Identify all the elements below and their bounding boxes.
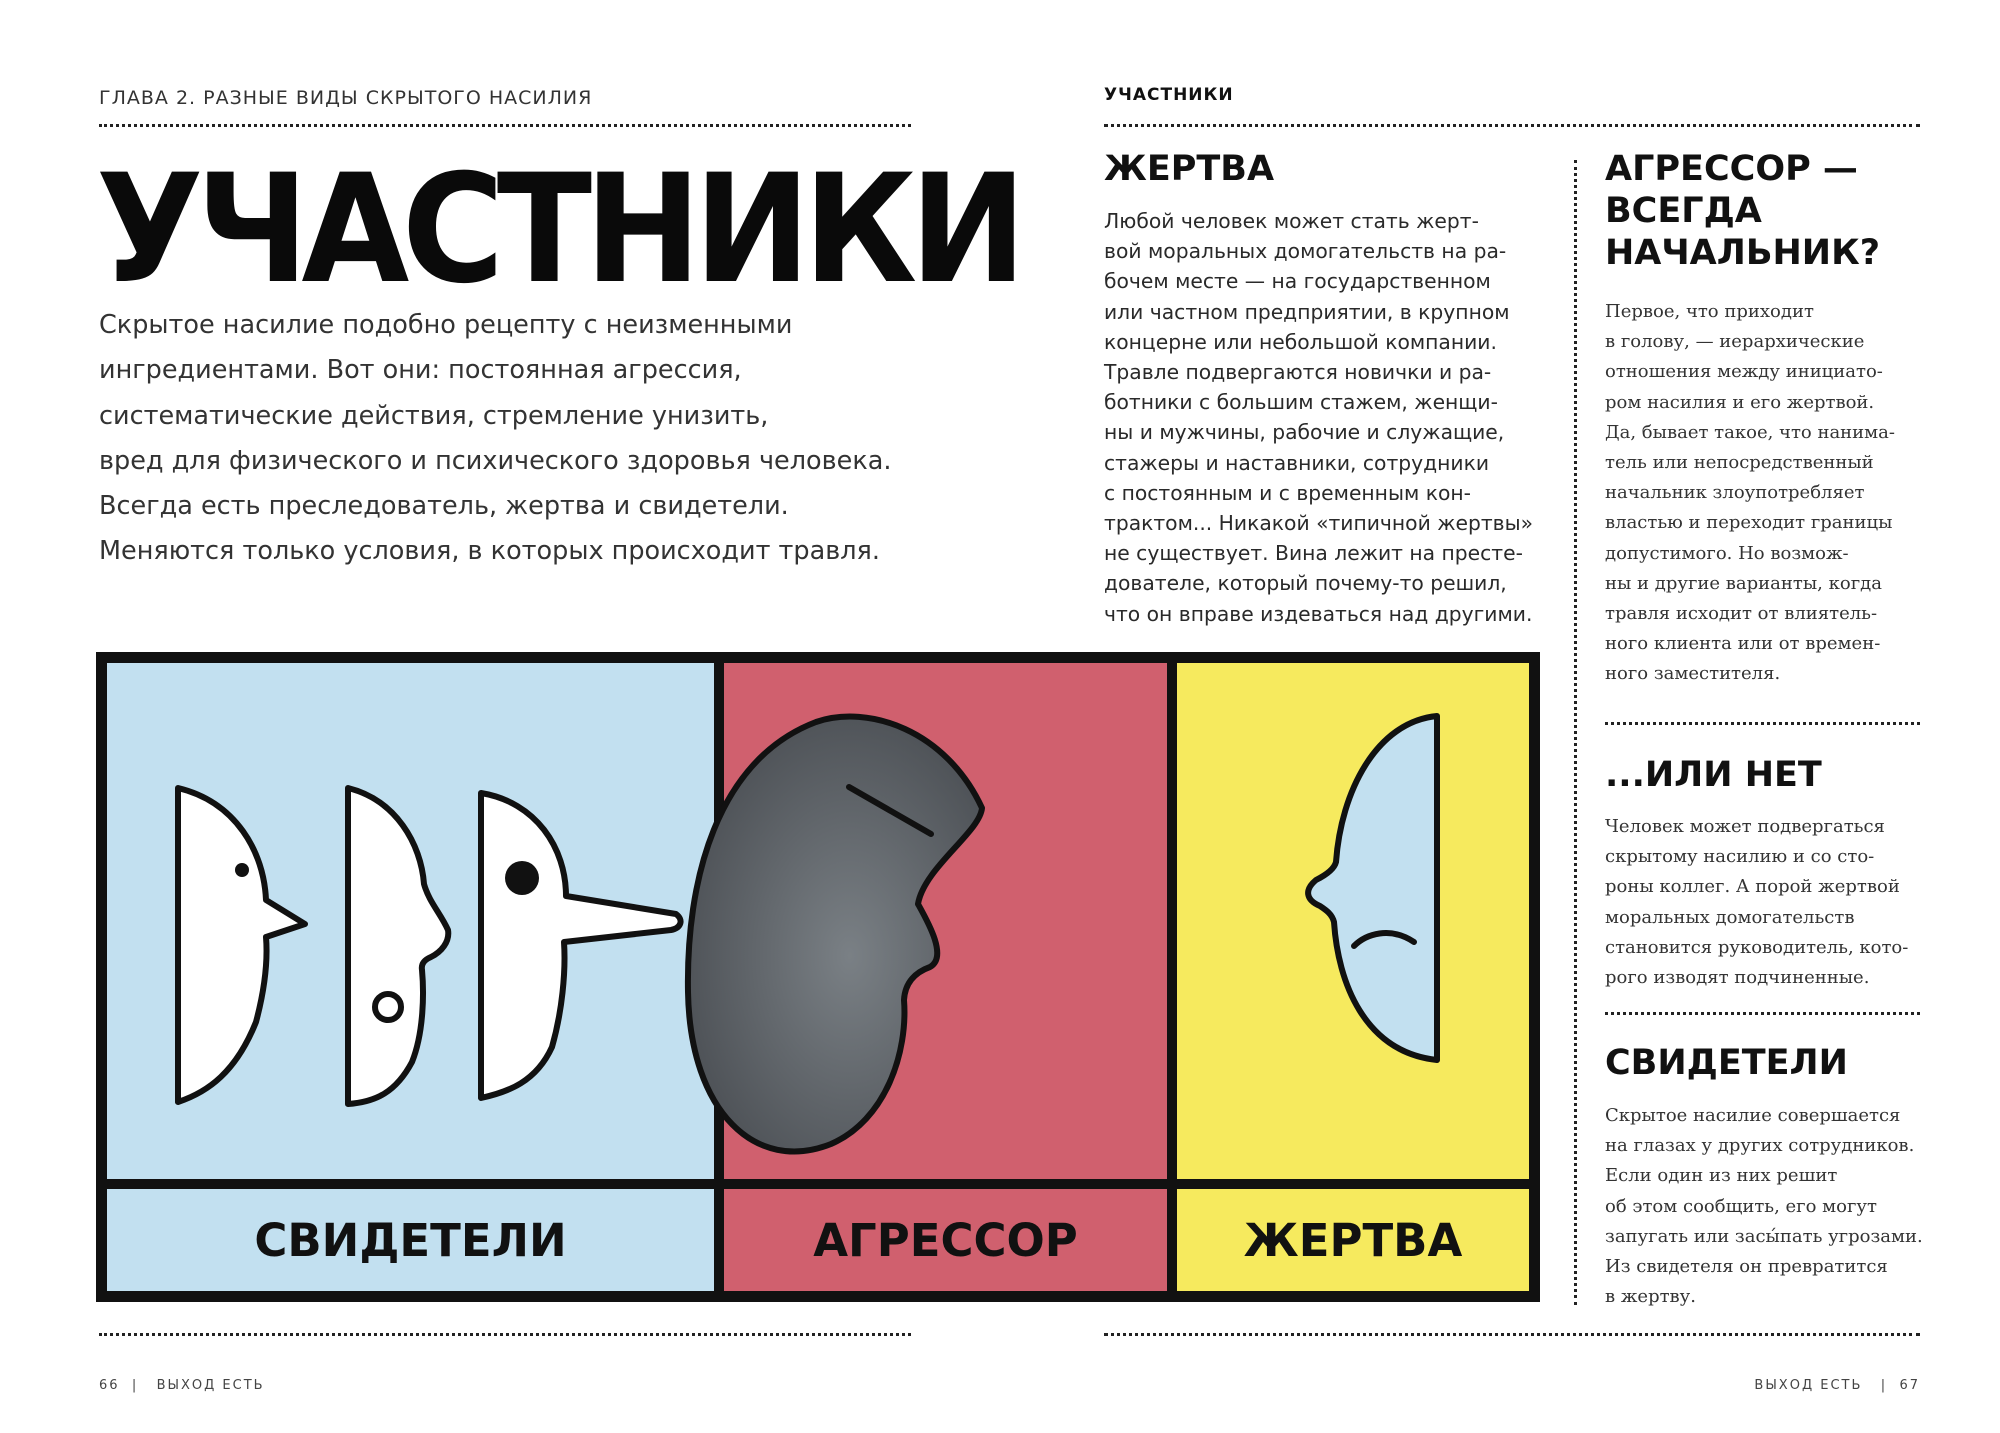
victim-line: Любой человек может стать жерт-: [1104, 209, 1479, 233]
or-not-line: моральных домогательств: [1605, 906, 1855, 928]
or-not-line: Человек может подвергаться: [1605, 816, 1885, 837]
lead-paragraph: [99, 303, 891, 575]
boss-heading-line: ВСЕГДА: [1605, 191, 1762, 231]
page-number-left: 66: [99, 1378, 120, 1393]
running-head-left: ГЛАВА 2. РАЗНЫЕ ВИДЫ СКРЫТОГО НАСИЛИЯ: [99, 87, 593, 109]
victim-line: с постоянным и с временным кон-: [1104, 480, 1471, 505]
folio-right: [1754, 1378, 1920, 1393]
running-head-right: УЧАСТНИКИ: [1104, 85, 1234, 105]
witnesses-label: СВИДЕТЕЛИ: [107, 1189, 714, 1291]
victim-line: ботники с большим стажем, женщи-: [1104, 390, 1498, 415]
witnesses-line: Если один из них решит: [1605, 1165, 1838, 1187]
lead-line: вред для физического и психического здоровья человека.: [99, 445, 892, 476]
lead-line: ингредиентами. Вот они: постоянная агрессия,: [99, 355, 742, 386]
boss-line: тель или непосредственный: [1605, 452, 1874, 474]
or-not-line: рого изводят подчиненные.: [1605, 967, 1870, 989]
rule-bottom-right: [1104, 1333, 1920, 1336]
boss-line: ного заместителя.: [1605, 663, 1781, 685]
or-not-heading: ...ИЛИ НЕТ: [1605, 755, 1822, 795]
folio-separator: |: [1868, 1378, 1894, 1393]
rule-top-right: [1104, 124, 1920, 127]
or-not-text: [1605, 812, 1908, 993]
boss-line: ного клиента или от времен-: [1605, 633, 1881, 655]
page-title: УЧАСТНИКИ: [96, 143, 1020, 317]
witnesses-line: в жертву.: [1605, 1286, 1696, 1308]
sidebar-rule-2: [1605, 1012, 1920, 1015]
witness-eye-3: [505, 861, 539, 895]
or-not-line: роны коллег. А порой жертвой: [1605, 876, 1900, 898]
victim-line: что он вправе издеваться над другими.: [1104, 601, 1533, 626]
boss-text: [1605, 297, 1895, 690]
or-not-line: скрытому насилию и со сто-: [1605, 846, 1875, 868]
victim-line: трактом... Никакой «типичной жертвы»: [1104, 511, 1534, 536]
victim-line: концерне или небольшой компании.: [1104, 329, 1497, 354]
column-divider: [1574, 160, 1577, 1305]
boss-line: в голову, — иерархические: [1605, 331, 1865, 353]
folio-left: [99, 1378, 265, 1393]
witnesses-text: [1605, 1101, 1923, 1312]
boss-line: властью и переходит границы: [1605, 512, 1893, 534]
boss-line: ны и другие варианты, когда: [1605, 572, 1882, 594]
boss-heading-line: НАЧАЛЬНИК?: [1605, 233, 1880, 273]
rule-bottom-left: [99, 1333, 911, 1336]
boss-heading: [1605, 148, 1880, 274]
rule-top-left: [99, 124, 911, 127]
witnesses-line: Из свидетеля он превратится: [1605, 1256, 1888, 1278]
victim-face: [1308, 716, 1437, 1060]
aggressor-label: АГРЕССОР: [724, 1189, 1167, 1291]
boss-line: отношения между инициато-: [1605, 361, 1883, 383]
boss-heading-line: АГРЕССОР —: [1605, 149, 1858, 189]
witnesses-line: на глазах у других сотрудников.: [1605, 1135, 1915, 1157]
lead-line: Скрытое насилие подобно рецепту с неизменными: [99, 310, 793, 340]
or-not-line: становится руководитель, кото-: [1605, 936, 1909, 958]
victim-text: [1104, 206, 1533, 629]
participants-illustration: [96, 652, 1540, 1302]
victim-line: или частном предприятии, в крупном: [1104, 299, 1510, 324]
victim-line: дователе, который почему-то решил,: [1104, 571, 1507, 596]
boss-line: Первое, что приходит: [1605, 301, 1814, 322]
lead-line: Всегда есть преследователь, жертва и свидетели.: [99, 491, 789, 522]
witnesses-line: Скрытое насилие совершается: [1605, 1105, 1901, 1126]
faces-drawing: [96, 652, 1540, 1302]
victim-label: ЖЕРТВА: [1177, 1189, 1529, 1291]
boss-line: травля исходит от влиятель-: [1605, 603, 1878, 625]
book-title-left: ВЫХОД ЕСТЬ: [156, 1378, 265, 1393]
witness-face-3: [481, 793, 681, 1098]
boss-line: Да, бывает такое, что нанима-: [1605, 421, 1895, 443]
sidebar-rule-1: [1605, 722, 1920, 725]
boss-line: допустимого. Но возмож-: [1605, 542, 1849, 564]
victim-line: Травле подвергаются новички и ра-: [1104, 360, 1492, 385]
folio-separator: |: [125, 1378, 151, 1393]
witness-face-2: [348, 788, 448, 1104]
witnesses-heading: СВИДЕТЕЛИ: [1605, 1043, 1848, 1083]
book-title-right: ВЫХОД ЕСТЬ: [1754, 1378, 1863, 1393]
lead-line: Меняются только условия, в которых происходит травля.: [99, 536, 880, 567]
witnesses-line: об этом сообщить, его могут: [1605, 1195, 1877, 1217]
boss-line: ром насилия и его жертвой.: [1605, 391, 1875, 413]
witnesses-line: запугать или засы́пать угрозами.: [1605, 1225, 1923, 1247]
witness-eye-1: [235, 863, 249, 877]
aggressor-head: [688, 717, 982, 1152]
victim-line: бочем месте — на государственном: [1104, 269, 1491, 294]
boss-line: начальник злоупотребляет: [1605, 482, 1865, 504]
lead-line: систематические действия, стремление унизить,: [99, 400, 769, 431]
witness-face-1: [178, 788, 305, 1102]
victim-line: не существует. Вина лежит на престе-: [1104, 541, 1523, 566]
victim-line: вой моральных домогательств на ра-: [1104, 239, 1507, 264]
victim-heading: ЖЕРТВА: [1104, 149, 1275, 189]
victim-line: ны и мужчины, рабочие и служащие,: [1104, 420, 1505, 445]
page-number-right: 67: [1899, 1378, 1920, 1393]
victim-line: стажеры и наставники, сотрудники: [1104, 450, 1490, 475]
